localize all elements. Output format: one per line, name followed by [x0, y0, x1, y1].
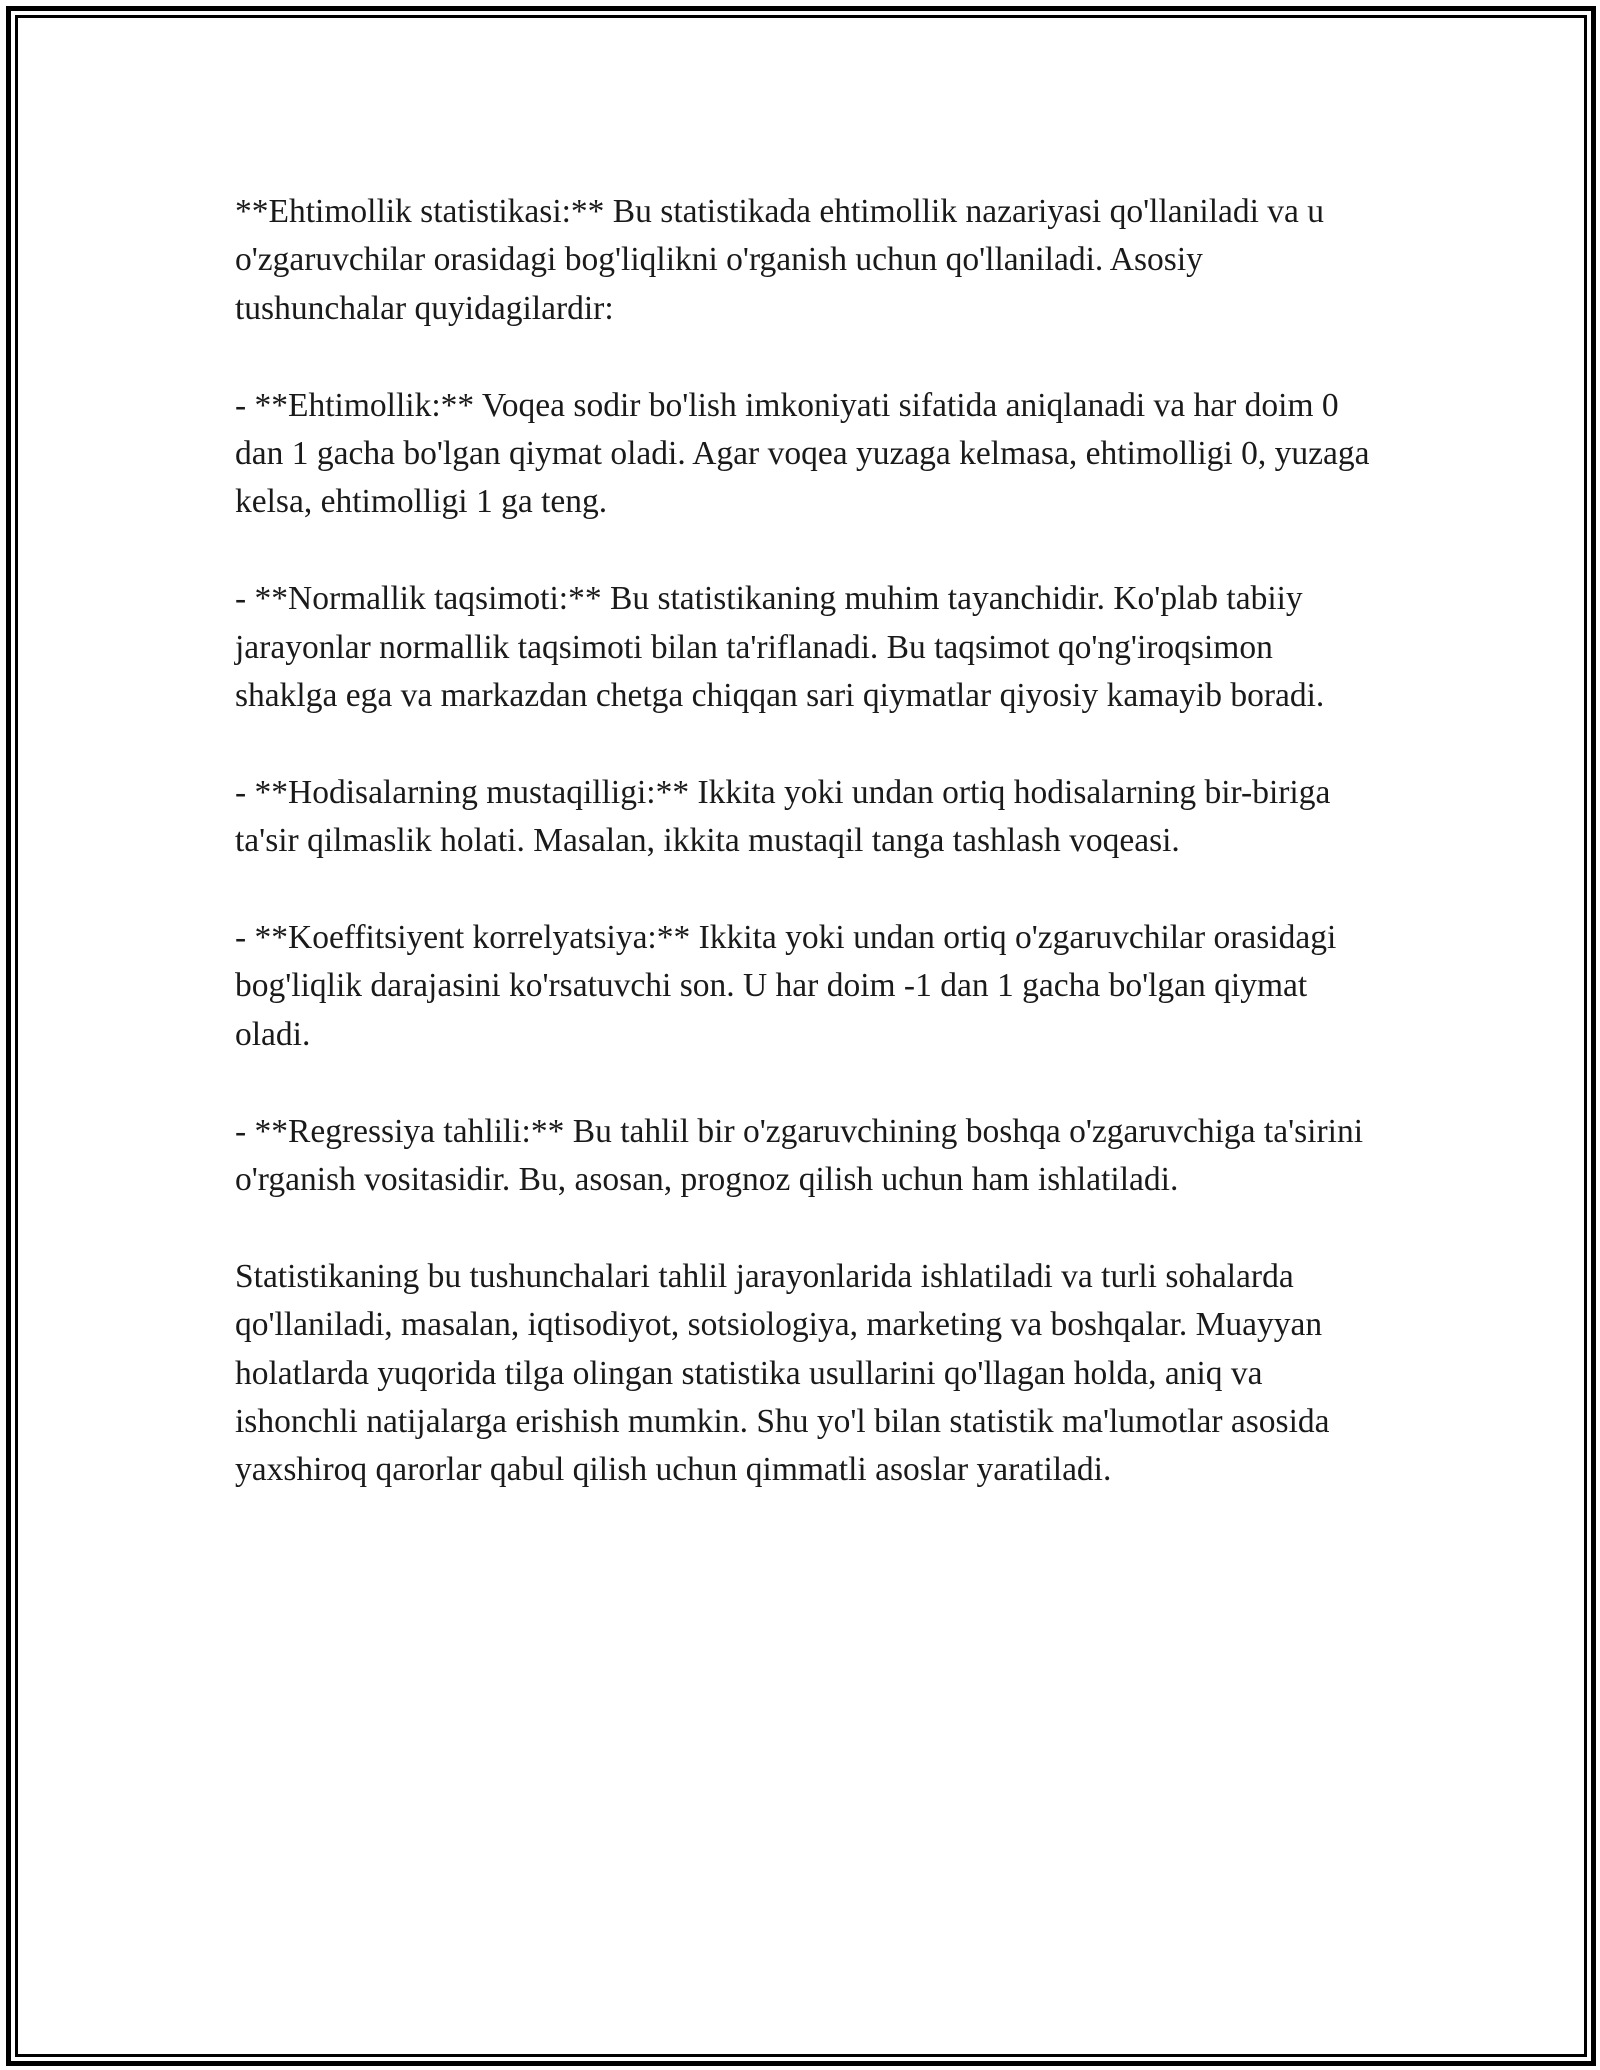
regressiya-paragraph: - **Regressiya tahlili:** Bu tahlil bir o'zgaruvchining boshqa o'zgaruvchiga ta'sirini o'rganish vositasidir. Bu, asosan, prognoz qilish uchun ham ishlatiladi.	[235, 1112, 1364, 1199]
intro-paragraph: **Ehtimollik statistikasi:** Bu statistikada ehtimollik nazariyasi qo'llaniladi va u o'zgaruvchilar orasidagi bog'liqlikni o'rganish uchun qo'llaniladi. Asosiy tushunchalar quyidagilardir:	[235, 193, 1325, 327]
normallik-taqsimoti-paragraph: - **Normallik taqsimoti:** Bu statistikaning muhim tayanchidir. Ko'plab tabiiy jarayonlar normallik taqsimoti bilan ta'riflanadi. Bu taqsimot qo'ng'iroqsimon shaklga ega va markazdan chetga chiqqan sari qiymatlar qiyosiy kamayib boradi.	[235, 580, 1325, 715]
conclusion-paragraph: Statistikaning bu tushunchalari tahlil jarayonlarida ishlatiladi va turli sohalarda qo'llaniladi, masalan, iqtisodiyot, sotsiologiya, marketing va boshqalar. Muayyan holatlarda yuqorida tilga olingan statistika usullarini qo'llagan holda, aniq va ishonchli natijalarga erishish mumkin. Shu yo'l bilan statistik ma'lumotlar asosida yaxshiroq qarorlar qabul qilish uchun qimmatli asoslar yaratiladi.	[235, 1257, 1330, 1489]
ehtimollik-paragraph: - **Ehtimollik:** Voqea sodir bo'lish imkoniyati sifatida aniqlanadi va har doim 0 dan 1 gacha bo'lgan qiymat oladi. Agar voqea yuzaga kelmasa, ehtimolligi 0, yuzaga kelsa, ehtimolligi 1 ga teng.	[235, 386, 1370, 521]
hodisalar-mustaqilligi-paragraph: - **Hodisalarning mustaqilligi:** Ikkita yoki undan ortiq hodisalarning bir-biriga ta'sir qilmaslik holati. Masalan, ikkita mustaqil tanga tashlash voqeasi.	[235, 773, 1331, 860]
korrelyatsiya-paragraph: - **Koeffitsiyent korrelyatsiya:** Ikkita yoki undan ortiq o'zgaruvchilar orasidagi bog'liqlik darajasini ko'rsatuvchi son. U har doim -1 dan 1 gacha bo'lgan qiymat oladi.	[235, 919, 1337, 1053]
document-body	[235, 188, 1375, 1495]
